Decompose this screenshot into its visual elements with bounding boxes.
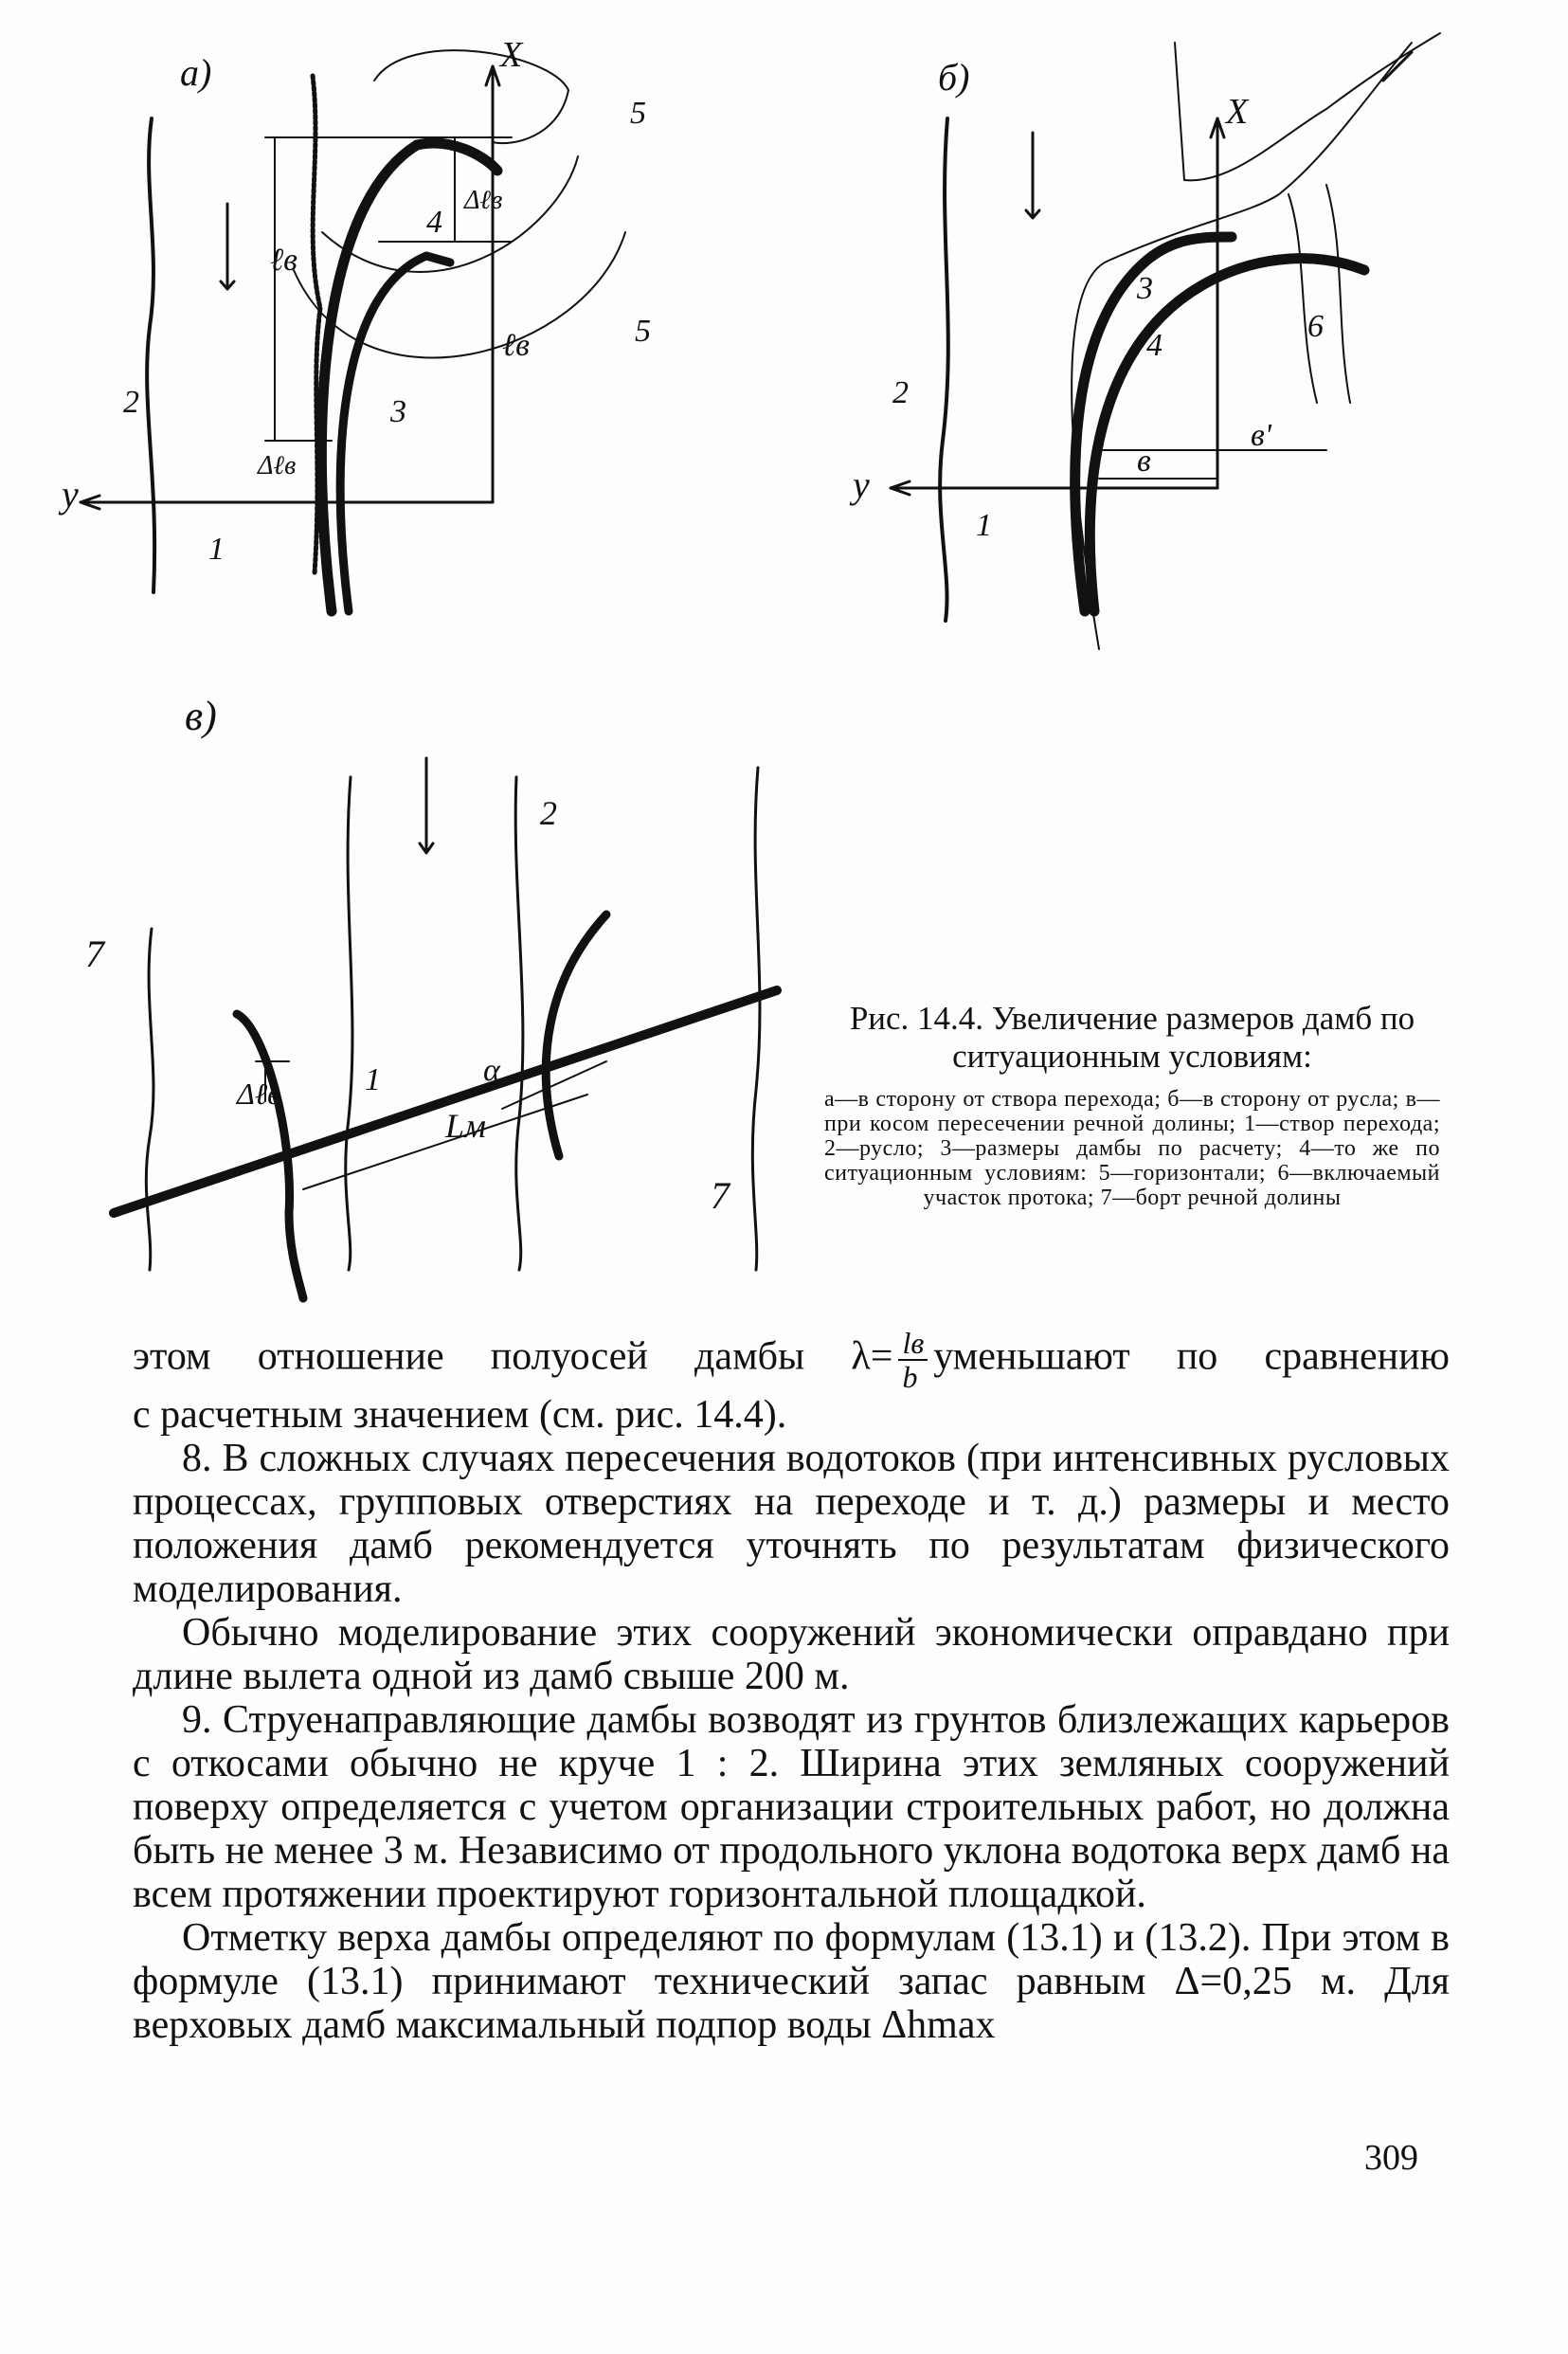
dim-lm: Lм <box>445 1107 486 1145</box>
label-2: 2 <box>123 385 139 420</box>
label-2: 2 <box>892 375 909 410</box>
line-1-start: этом отношение полуосей дамбы λ= <box>133 1334 893 1379</box>
axis-x-label: X <box>500 35 523 75</box>
fraction-numerator: lв <box>898 1327 928 1361</box>
crossing-line-1 <box>114 990 777 1213</box>
label-2: 2 <box>540 794 557 832</box>
paragraph-line-1 <box>133 1327 1450 1393</box>
panel-a-tag: а) <box>180 51 212 94</box>
label-3: 3 <box>390 394 406 429</box>
paragraph-line-2: с расчетным значением (см. рис. 14.4). <box>133 1393 787 1437</box>
flow-arrow-icon <box>420 758 433 853</box>
figure-caption <box>824 1000 1440 1210</box>
lambda-fraction <box>898 1327 928 1393</box>
branch-channel-6 <box>1289 185 1350 403</box>
axis-y-label: y <box>853 463 870 506</box>
valley-edge-right <box>752 768 760 1270</box>
dam-outline-4 <box>321 145 417 611</box>
dim-lv-right: ℓв <box>502 328 530 363</box>
panel-c-tag: в) <box>185 693 217 739</box>
label-5b: 5 <box>635 314 651 349</box>
riverbank-line <box>147 118 154 592</box>
riverbank-line <box>940 118 948 621</box>
body-text <box>133 1327 1450 2047</box>
valley-edge-left <box>146 929 153 1270</box>
label-4: 4 <box>426 205 442 240</box>
channel-edge-left <box>1072 43 1412 649</box>
label-7-right: 7 <box>711 1174 730 1217</box>
flow-arrow-icon <box>1026 133 1039 218</box>
dam-right <box>546 914 606 1156</box>
dim-dlv-top: Δℓв <box>464 186 503 215</box>
label-4: 4 <box>1146 328 1162 363</box>
flow-arrow-icon <box>221 204 234 289</box>
page-number: 309 <box>1364 2138 1418 2178</box>
label-1: 1 <box>208 532 225 567</box>
paragraph-8: 8. В сложных случаях пересечения водотоков (при интенсивных русловых процессах, групповых отверстиях на переходе и т. д.) размеры и место положения дамб рекомендуется уточнять по результатам физического моделирования. <box>133 1437 1450 1611</box>
paragraph-crest-mark: Отметку верха дамбы определяют по формулам (13.1) и (13.2). При этом в формуле (13.1) принимают технический запас равным Δ=0,25 м. Для верховых дамб максимальный подпор воды Δhmax <box>133 1916 1450 2047</box>
caption-body: а—в сторону от створа перехода; б—в сторону от русла; в—при косом пересечении речной долины; 1—створ перехода; 2—русло; 3—размеры дамбы по расчету; 4—то же по ситуационным условиям: 5—горизонтали; 6—включаемый участок протока; 7—борт речной долины <box>824 1087 1440 1210</box>
caption-title: Рис. 14.4. Увеличение размеров дамб по ситуационным условиям: <box>849 1000 1415 1075</box>
dim-alpha: α <box>483 1053 500 1088</box>
label-7-left: 7 <box>85 933 104 975</box>
dim-b: в <box>1137 444 1151 479</box>
label-6: 6 <box>1307 309 1324 344</box>
dim-dlv: Δℓв <box>237 1077 280 1111</box>
dim-dlv-bottom: Δℓв <box>258 451 297 480</box>
channel-bank-left <box>346 777 352 1270</box>
label-5a: 5 <box>630 96 646 131</box>
paragraph-modeling: Обычно моделирование этих сооружений экономически оправдано при длине вылета одной из дамб свыше 200 м. <box>133 1611 1450 1698</box>
label-3: 3 <box>1137 271 1153 306</box>
panel-b-tag: б) <box>938 56 970 99</box>
figure-panel-b <box>834 43 1459 649</box>
label-1: 1 <box>365 1062 381 1097</box>
line-1-end: уменьшают по сравнению <box>933 1334 1451 1379</box>
dim-lv-left: ℓв <box>270 243 297 278</box>
dim-b-prime: в' <box>1251 418 1272 453</box>
fraction-denominator: b <box>902 1360 918 1394</box>
dam-outline-4-head <box>417 143 497 171</box>
figure-panel-c <box>85 663 815 1270</box>
axis-y-label: y <box>62 473 79 516</box>
contour-5a <box>374 50 568 143</box>
axis-x-label: X <box>1226 92 1249 132</box>
figure-panel-a <box>62 35 682 649</box>
paragraph-9: 9. Струенаправляющие дамбы возводят из грунтов близлежащих карьеров с откосами обычно не круче 1 : 2. Ширина этих земляных сооружений поверху определяется с учетом организации строительных работ, но должна быть не менее 3 м. Независимо от продольного уклона водотока верх дамб на всем протяжении проектируют горизонтальной площадкой. <box>133 1698 1450 1916</box>
dam-outline-3 <box>340 256 450 611</box>
label-1: 1 <box>976 508 992 543</box>
channel-bank-right <box>515 777 523 1270</box>
